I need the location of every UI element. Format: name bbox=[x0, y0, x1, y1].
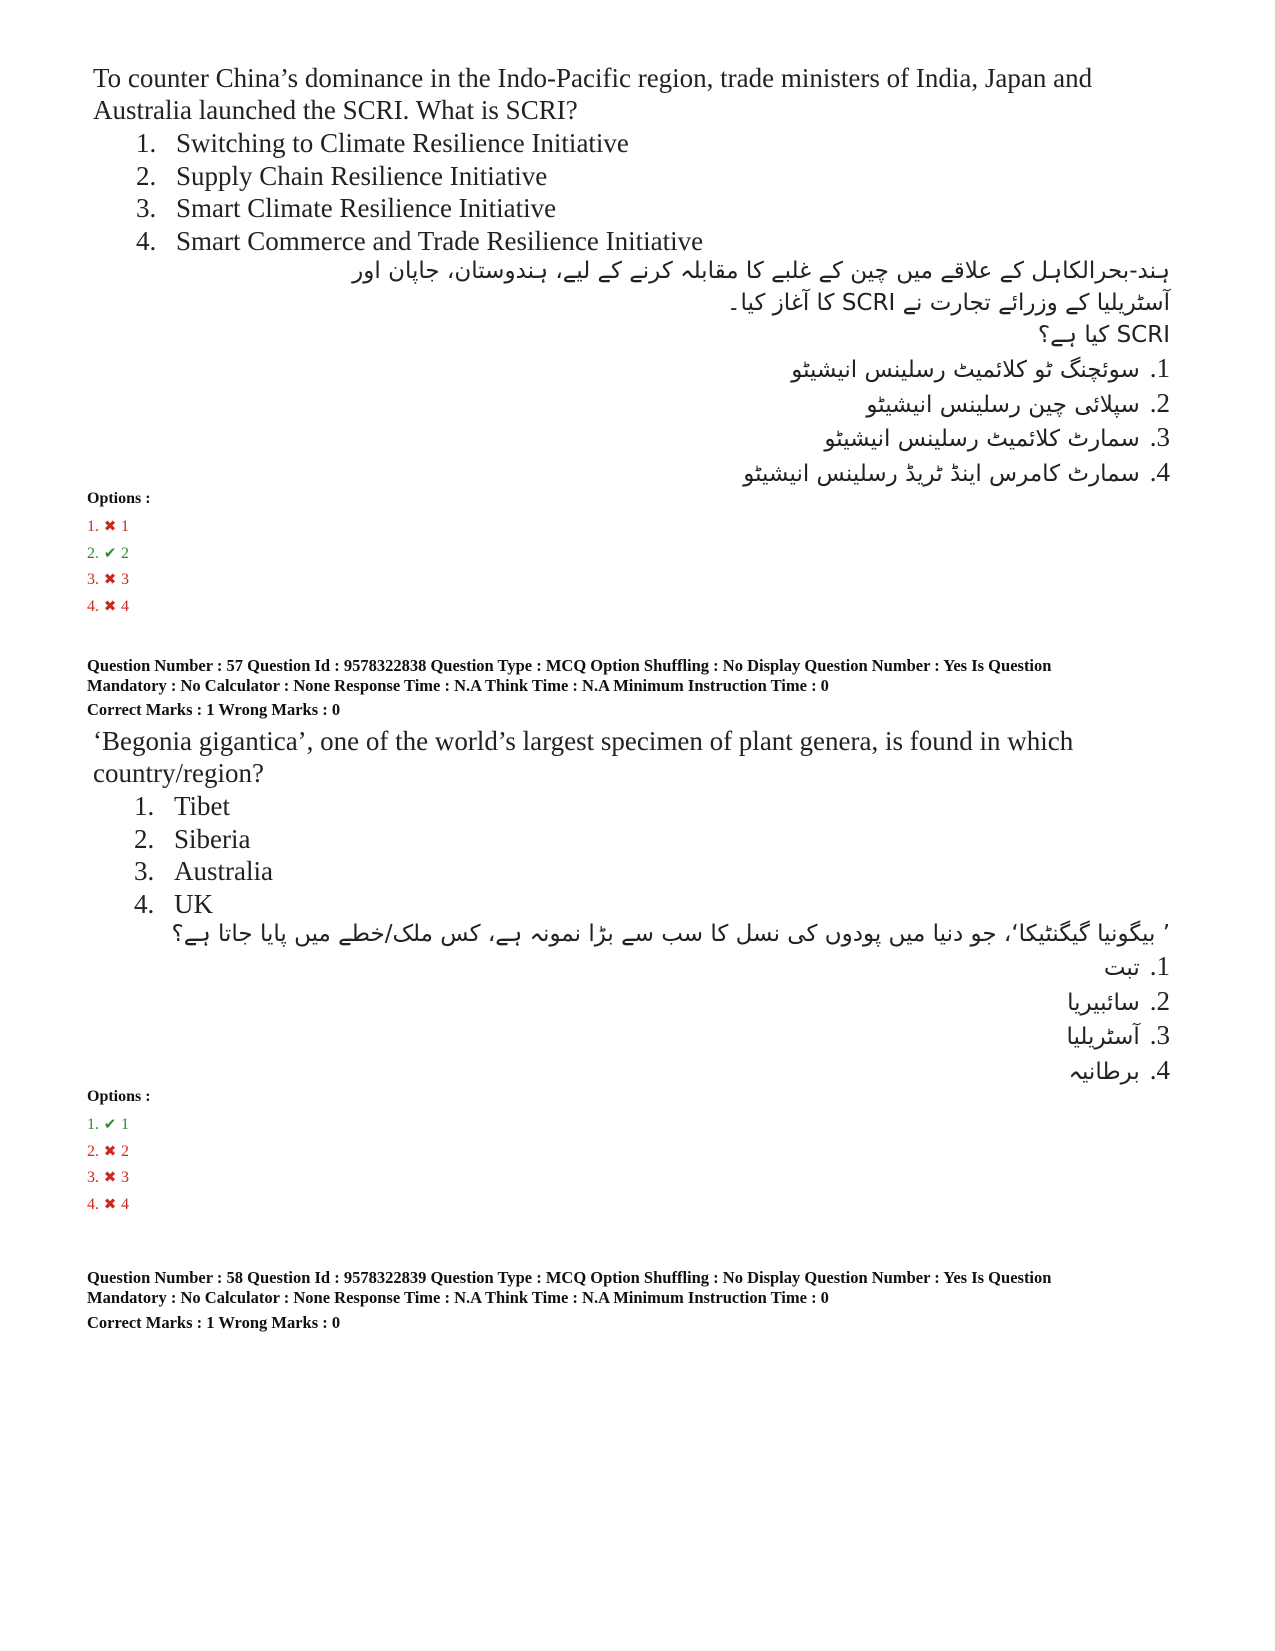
option-item: 4. Smart Commerce and Trade Resilience Initiative bbox=[136, 225, 704, 256]
option-item-ur: 4.برطانیہ bbox=[1068, 1054, 1170, 1085]
option-result-item: 1. ✔ 1 bbox=[87, 1112, 129, 1139]
question-meta: Question Number : 57 Question Id : 9578322838 Question Type : MCQ Option Shuffling : No Display Question Number : Yes Is Question Mandatory : No Calculator : None Response Time : N.A Think Time : N.A Minimum Instruction Time : 0 bbox=[87, 656, 1052, 695]
options-heading: Options : bbox=[87, 490, 151, 507]
option-item-ur: 2.سائبیریا bbox=[1067, 985, 1170, 1016]
question-text-en: ‘Begonia gigantica’, one of the world’s largest specimen of plant genera, is found in which country/region? bbox=[93, 726, 1074, 788]
option-item: 4. UK bbox=[134, 888, 213, 919]
check-icon: ✔ bbox=[103, 545, 117, 562]
option-result-item: 1. ✖ 1 bbox=[87, 514, 129, 541]
options-list-en bbox=[134, 790, 273, 920]
option-result-item: 4. ✖ 4 bbox=[87, 1192, 129, 1219]
options-list-ur bbox=[1066, 950, 1170, 1088]
option-item-ur: 1.سوئچنگ ٹو کلائمیٹ رسلینس انیشیٹو bbox=[791, 353, 1170, 383]
option-item: 2. Supply Chain Resilience Initiative bbox=[136, 160, 548, 191]
cross-icon: ✖ bbox=[103, 519, 117, 535]
cross-icon: ✖ bbox=[103, 1143, 117, 1160]
option-result-item: 3. ✖ 3 bbox=[87, 1165, 129, 1192]
option-result-item: 2. ✔ 2 bbox=[87, 541, 129, 568]
option-item: 1. Switching to Climate Resilience Initiative bbox=[136, 128, 629, 158]
option-result-item: 4. ✖ 4 bbox=[87, 594, 129, 621]
option-item: 2. Siberia bbox=[134, 823, 251, 854]
cross-icon: ✖ bbox=[103, 598, 117, 615]
option-item-ur: 3.آسٹریلیا bbox=[1066, 1020, 1170, 1050]
option-item: 1. Tibet bbox=[134, 791, 231, 821]
check-icon: ✔ bbox=[103, 1117, 117, 1133]
cross-icon: ✖ bbox=[103, 1170, 117, 1186]
option-item-ur: 3.سمارٹ کلائمیٹ رسلینس انیشیٹو bbox=[824, 422, 1170, 452]
question-text-en: To counter China’s dominance in the Indo-Pacific region, trade ministers of India, Japan and Australia launched the SCRI. What is SCRI? bbox=[93, 63, 1093, 125]
marks-line: Correct Marks : 1 Wrong Marks : 0 bbox=[87, 1313, 341, 1332]
option-result-item: 2. ✖ 2 bbox=[87, 1139, 129, 1166]
cross-icon: ✖ bbox=[103, 572, 117, 588]
question-meta: Question Number : 58 Question Id : 9578322839 Question Type : MCQ Option Shuffling : No Display Question Number : Yes Is Question Mandatory : No Calculator : None Response Time : N.A Think Time : N.A Minimum Instruction Time : 0 bbox=[87, 1268, 1052, 1307]
cross-icon: ✖ bbox=[103, 1196, 117, 1213]
question-text-ur: ہند-بحرالکاہل کے علاقے میں چین کے غلبے کا مقابلہ کرنے کے لیے، ہندوستان، جاپان اور آسٹریلیا کے وزرائے تجارت نے SCRI کا آغاز کیا۔ SCRI کیا ہے؟ bbox=[352, 258, 1170, 348]
option-item-ur: 2.سپلائی چین رسلینس انیشیٹو bbox=[866, 387, 1170, 418]
question-text-ur: ’ بیگونیا گیگنٹیکا‘، جو دنیا میں پودوں کی نسل کا سب سے بڑا نمونہ ہے، کس ملک/خطے میں پایا جاتا ہے؟ bbox=[171, 921, 1170, 947]
option-item-ur: 4.سمارٹ کامرس اینڈ ٹریڈ رسلینس انیشیٹو bbox=[743, 456, 1170, 487]
options-list-ur bbox=[743, 352, 1170, 490]
option-item-ur: 1.تبت bbox=[1103, 951, 1170, 981]
options-results bbox=[87, 1112, 129, 1218]
option-item: 3. Smart Climate Resilience Initiative bbox=[136, 193, 557, 223]
marks-line: Correct Marks : 1 Wrong Marks : 0 bbox=[87, 700, 341, 719]
options-results bbox=[87, 514, 129, 620]
options-heading: Options : bbox=[87, 1088, 151, 1105]
option-result-item: 3. ✖ 3 bbox=[87, 567, 129, 594]
options-list-en bbox=[136, 127, 703, 257]
option-item: 3. Australia bbox=[134, 856, 273, 886]
